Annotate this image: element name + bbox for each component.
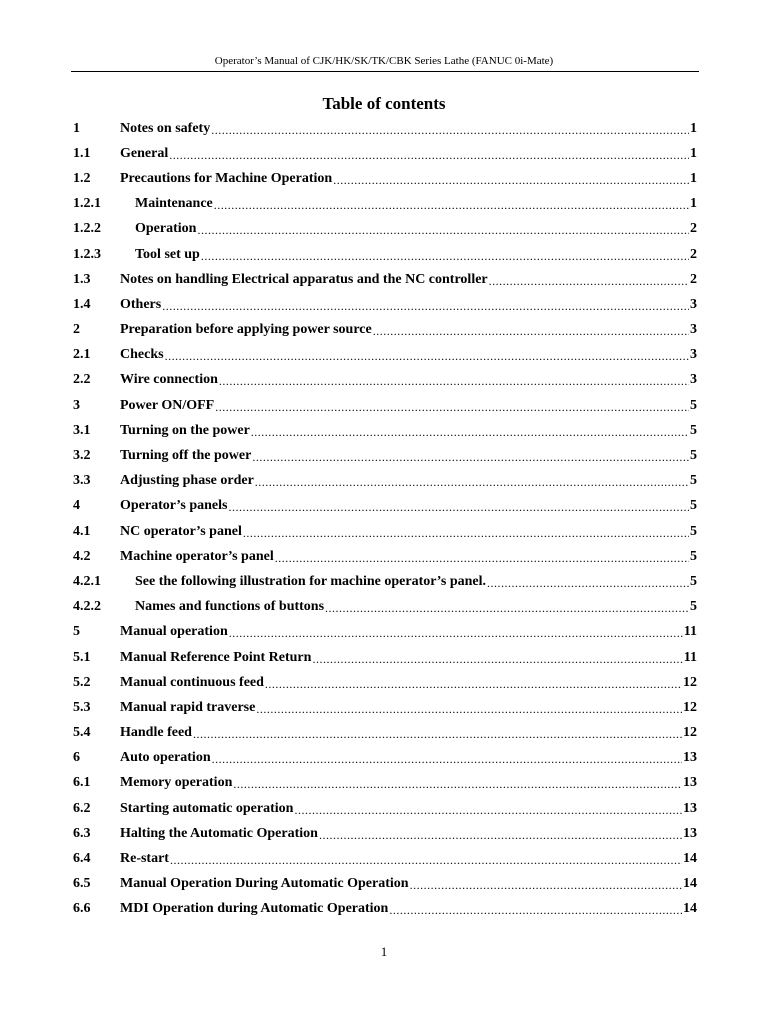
toc-entry[interactable] [73, 318, 697, 343]
toc-dot-leader [373, 323, 689, 337]
toc-entry-number: 1.2.1 [73, 196, 101, 212]
toc-entry-page: 12 [683, 699, 697, 715]
toc-dot-leader [325, 600, 689, 614]
toc-dot-leader [170, 852, 682, 866]
toc-entry-page: 13 [683, 800, 697, 816]
toc-entry-title: Manual operation [120, 624, 228, 640]
toc-entry-page: 11 [683, 649, 697, 665]
table-of-contents [73, 116, 697, 922]
toc-entry-title: Memory operation [120, 775, 233, 791]
toc-entry-page: 3 [690, 347, 697, 363]
toc-entry-page: 11 [683, 624, 697, 640]
toc-entry-title: Preparation before applying power source [120, 322, 372, 338]
toc-entry[interactable] [73, 645, 697, 670]
toc-entry[interactable] [73, 569, 697, 594]
toc-dot-leader [212, 751, 682, 765]
toc-dot-leader [255, 474, 689, 488]
toc-entry-title: MDI Operation during Automatic Operation [120, 901, 389, 917]
toc-entry[interactable] [73, 846, 697, 871]
toc-entry-number: 1.1 [73, 145, 91, 161]
toc-heading: Table of contents [322, 94, 446, 113]
toc-entry[interactable] [73, 443, 697, 468]
toc-entry-page: 5 [690, 573, 697, 589]
toc-entry-number: 1.2.2 [73, 221, 101, 237]
toc-dot-leader [410, 877, 682, 891]
toc-entry-title: Auto operation [120, 750, 211, 766]
toc-entry[interactable] [73, 217, 697, 242]
toc-entry-title: Operator’s panels [120, 498, 228, 514]
toc-entry-page: 2 [690, 221, 697, 237]
toc-entry-number: 4 [73, 498, 80, 514]
toc-entry-page: 3 [690, 372, 697, 388]
toc-entry-title: Halting the Automatic Operation [120, 825, 318, 841]
toc-entry-page: 14 [683, 851, 697, 867]
toc-entry-page: 14 [683, 901, 697, 917]
toc-entry-page: 5 [690, 599, 697, 615]
toc-entry-number: 6.2 [73, 800, 91, 816]
toc-entry[interactable] [73, 872, 697, 897]
toc-entry-page: 5 [690, 448, 697, 464]
toc-entry-title: General [120, 145, 169, 161]
toc-entry-number: 1.4 [73, 296, 91, 312]
toc-entry[interactable] [73, 620, 697, 645]
toc-entry-page: 2 [690, 271, 697, 287]
toc-dot-leader [251, 424, 689, 438]
toc-dot-leader [252, 449, 689, 463]
toc-entry-title: Precautions for Machine Operation [120, 170, 333, 186]
toc-entry-title: Re-start [120, 851, 169, 867]
header-rule [71, 71, 699, 72]
toc-entry-number: 4.2 [73, 548, 91, 564]
toc-entry-number: 6.4 [73, 851, 91, 867]
toc-entry-number: 1.2 [73, 170, 91, 186]
toc-dot-leader [487, 575, 689, 589]
toc-entry-page: 1 [690, 120, 697, 136]
toc-entry[interactable] [73, 771, 697, 796]
toc-entry[interactable] [73, 141, 697, 166]
toc-entry-title: Notes on safety [120, 120, 211, 136]
toc-entry-page: 14 [683, 876, 697, 892]
toc-entry[interactable] [73, 897, 697, 922]
toc-entry[interactable] [73, 595, 697, 620]
toc-entry-title: Manual Operation During Automatic Operation [120, 876, 409, 892]
toc-entry[interactable] [73, 418, 697, 443]
toc-entry-page: 13 [683, 825, 697, 841]
toc-entry-page: 1 [690, 196, 697, 212]
toc-entry-number: 3 [73, 397, 80, 413]
toc-entry[interactable] [73, 721, 697, 746]
toc-entry[interactable] [73, 292, 697, 317]
toc-entry-page: 1 [690, 170, 697, 186]
toc-dot-leader [312, 651, 682, 665]
toc-dot-leader [193, 726, 682, 740]
toc-dot-leader [275, 550, 689, 564]
toc-entry-title: Turning off the power [120, 448, 252, 464]
toc-entry-title: Wire connection [120, 372, 218, 388]
toc-entry[interactable] [73, 166, 697, 191]
toc-entry-title: Power ON/OFF [120, 397, 215, 413]
toc-dot-leader [265, 676, 682, 690]
toc-dot-leader [389, 902, 682, 916]
toc-entry-title: Maintenance [135, 196, 213, 212]
toc-dot-leader [228, 499, 689, 513]
toc-entry-title: Manual rapid traverse [120, 699, 256, 715]
toc-entry-page: 5 [690, 422, 697, 438]
toc-dot-leader [211, 122, 689, 136]
toc-dot-leader [319, 827, 682, 841]
toc-entry[interactable] [73, 519, 697, 544]
toc-dot-leader [333, 172, 689, 186]
toc-dot-leader [214, 197, 689, 211]
toc-dot-leader [233, 776, 682, 790]
toc-dot-leader [229, 625, 683, 639]
toc-entry[interactable] [73, 267, 697, 292]
toc-dot-leader [201, 248, 689, 262]
toc-entry-number: 6.5 [73, 876, 91, 892]
toc-dot-leader [256, 701, 682, 715]
toc-entry-title: Manual Reference Point Return [120, 649, 312, 665]
toc-entry-number: 2.1 [73, 347, 91, 363]
toc-entry-title: Notes on handling Electrical apparatus and the NC controller [120, 271, 488, 287]
toc-entry-title: Checks [120, 347, 164, 363]
toc-entry[interactable] [73, 670, 697, 695]
toc-entry-number: 1.3 [73, 271, 91, 287]
toc-entry[interactable] [73, 695, 697, 720]
toc-dot-leader [219, 373, 689, 387]
toc-entry-title: Tool set up [135, 246, 200, 262]
toc-entry-page: 5 [690, 473, 697, 489]
toc-entry-page: 3 [690, 296, 697, 312]
toc-entry[interactable] [73, 368, 697, 393]
toc-entry-number: 3.2 [73, 448, 91, 464]
toc-entry[interactable] [73, 192, 697, 217]
toc-entry-page: 5 [690, 397, 697, 413]
toc-entry-page: 5 [690, 548, 697, 564]
toc-entry-title: Starting automatic operation [120, 800, 294, 816]
toc-entry-number: 2.2 [73, 372, 91, 388]
toc-dot-leader [169, 147, 689, 161]
toc-entry-number: 3.1 [73, 422, 91, 438]
toc-entry[interactable] [73, 393, 697, 418]
toc-entry-number: 6 [73, 750, 80, 766]
toc-entry[interactable] [73, 494, 697, 519]
toc-entry-number: 1.2.3 [73, 246, 101, 262]
toc-entry-number: 1 [73, 120, 80, 136]
toc-entry[interactable] [73, 821, 697, 846]
toc-entry-number: 4.2.1 [73, 573, 101, 589]
toc-entry-number: 5.2 [73, 674, 91, 690]
toc-entry-title: NC operator’s panel [120, 523, 242, 539]
toc-entry-page: 5 [690, 498, 697, 514]
toc-dot-leader [197, 222, 689, 236]
toc-entry-page: 13 [683, 750, 697, 766]
toc-dot-leader [215, 399, 689, 413]
toc-dot-leader [165, 348, 689, 362]
toc-entry[interactable] [73, 796, 697, 821]
toc-entry-title: See the following illustration for machine operator’s panel. [135, 573, 487, 589]
toc-entry[interactable] [73, 343, 697, 368]
toc-entry-page: 3 [690, 322, 697, 338]
toc-entry-number: 6.3 [73, 825, 91, 841]
toc-entry-number: 4.1 [73, 523, 91, 539]
toc-entry-page: 12 [683, 674, 697, 690]
toc-entry[interactable] [73, 469, 697, 494]
toc-entry-title: Manual continuous feed [120, 674, 264, 690]
toc-entry-title: Adjusting phase order [120, 473, 254, 489]
toc-entry-number: 5.3 [73, 699, 91, 715]
toc-entry-page: 12 [683, 725, 697, 741]
toc-entry-title: Operation [135, 221, 197, 237]
toc-entry-number: 3.3 [73, 473, 91, 489]
toc-entry-number: 6.6 [73, 901, 91, 917]
toc-entry-page: 13 [683, 775, 697, 791]
toc-entry-number: 5 [73, 624, 80, 640]
toc-dot-leader [294, 802, 682, 816]
toc-entry-page: 5 [690, 523, 697, 539]
toc-dot-leader [243, 525, 689, 539]
page-number: 1 [380, 944, 388, 959]
toc-entry[interactable] [73, 242, 697, 267]
toc-dot-leader [162, 298, 689, 312]
toc-entry-title: Machine operator’s panel [120, 548, 274, 564]
toc-entry-title: Turning on the power [120, 422, 250, 438]
toc-dot-leader [489, 273, 689, 287]
toc-entry-number: 2 [73, 322, 80, 338]
toc-entry-page: 1 [690, 145, 697, 161]
toc-entry-number: 6.1 [73, 775, 91, 791]
running-header: Operator’s Manual of CJK/HK/SK/TK/CBK Series Lathe (FANUC 0i-Mate) [214, 55, 554, 67]
toc-entry-title: Names and functions of buttons [135, 599, 325, 615]
toc-entry-number: 5.1 [73, 649, 91, 665]
toc-entry-title: Others [120, 296, 162, 312]
toc-entry[interactable] [73, 544, 697, 569]
toc-entry[interactable] [73, 746, 697, 771]
toc-entry-page: 2 [690, 246, 697, 262]
toc-entry[interactable] [73, 116, 697, 141]
toc-entry-number: 5.4 [73, 725, 91, 741]
toc-entry-number: 4.2.2 [73, 599, 101, 615]
toc-entry-title: Handle feed [120, 725, 192, 741]
